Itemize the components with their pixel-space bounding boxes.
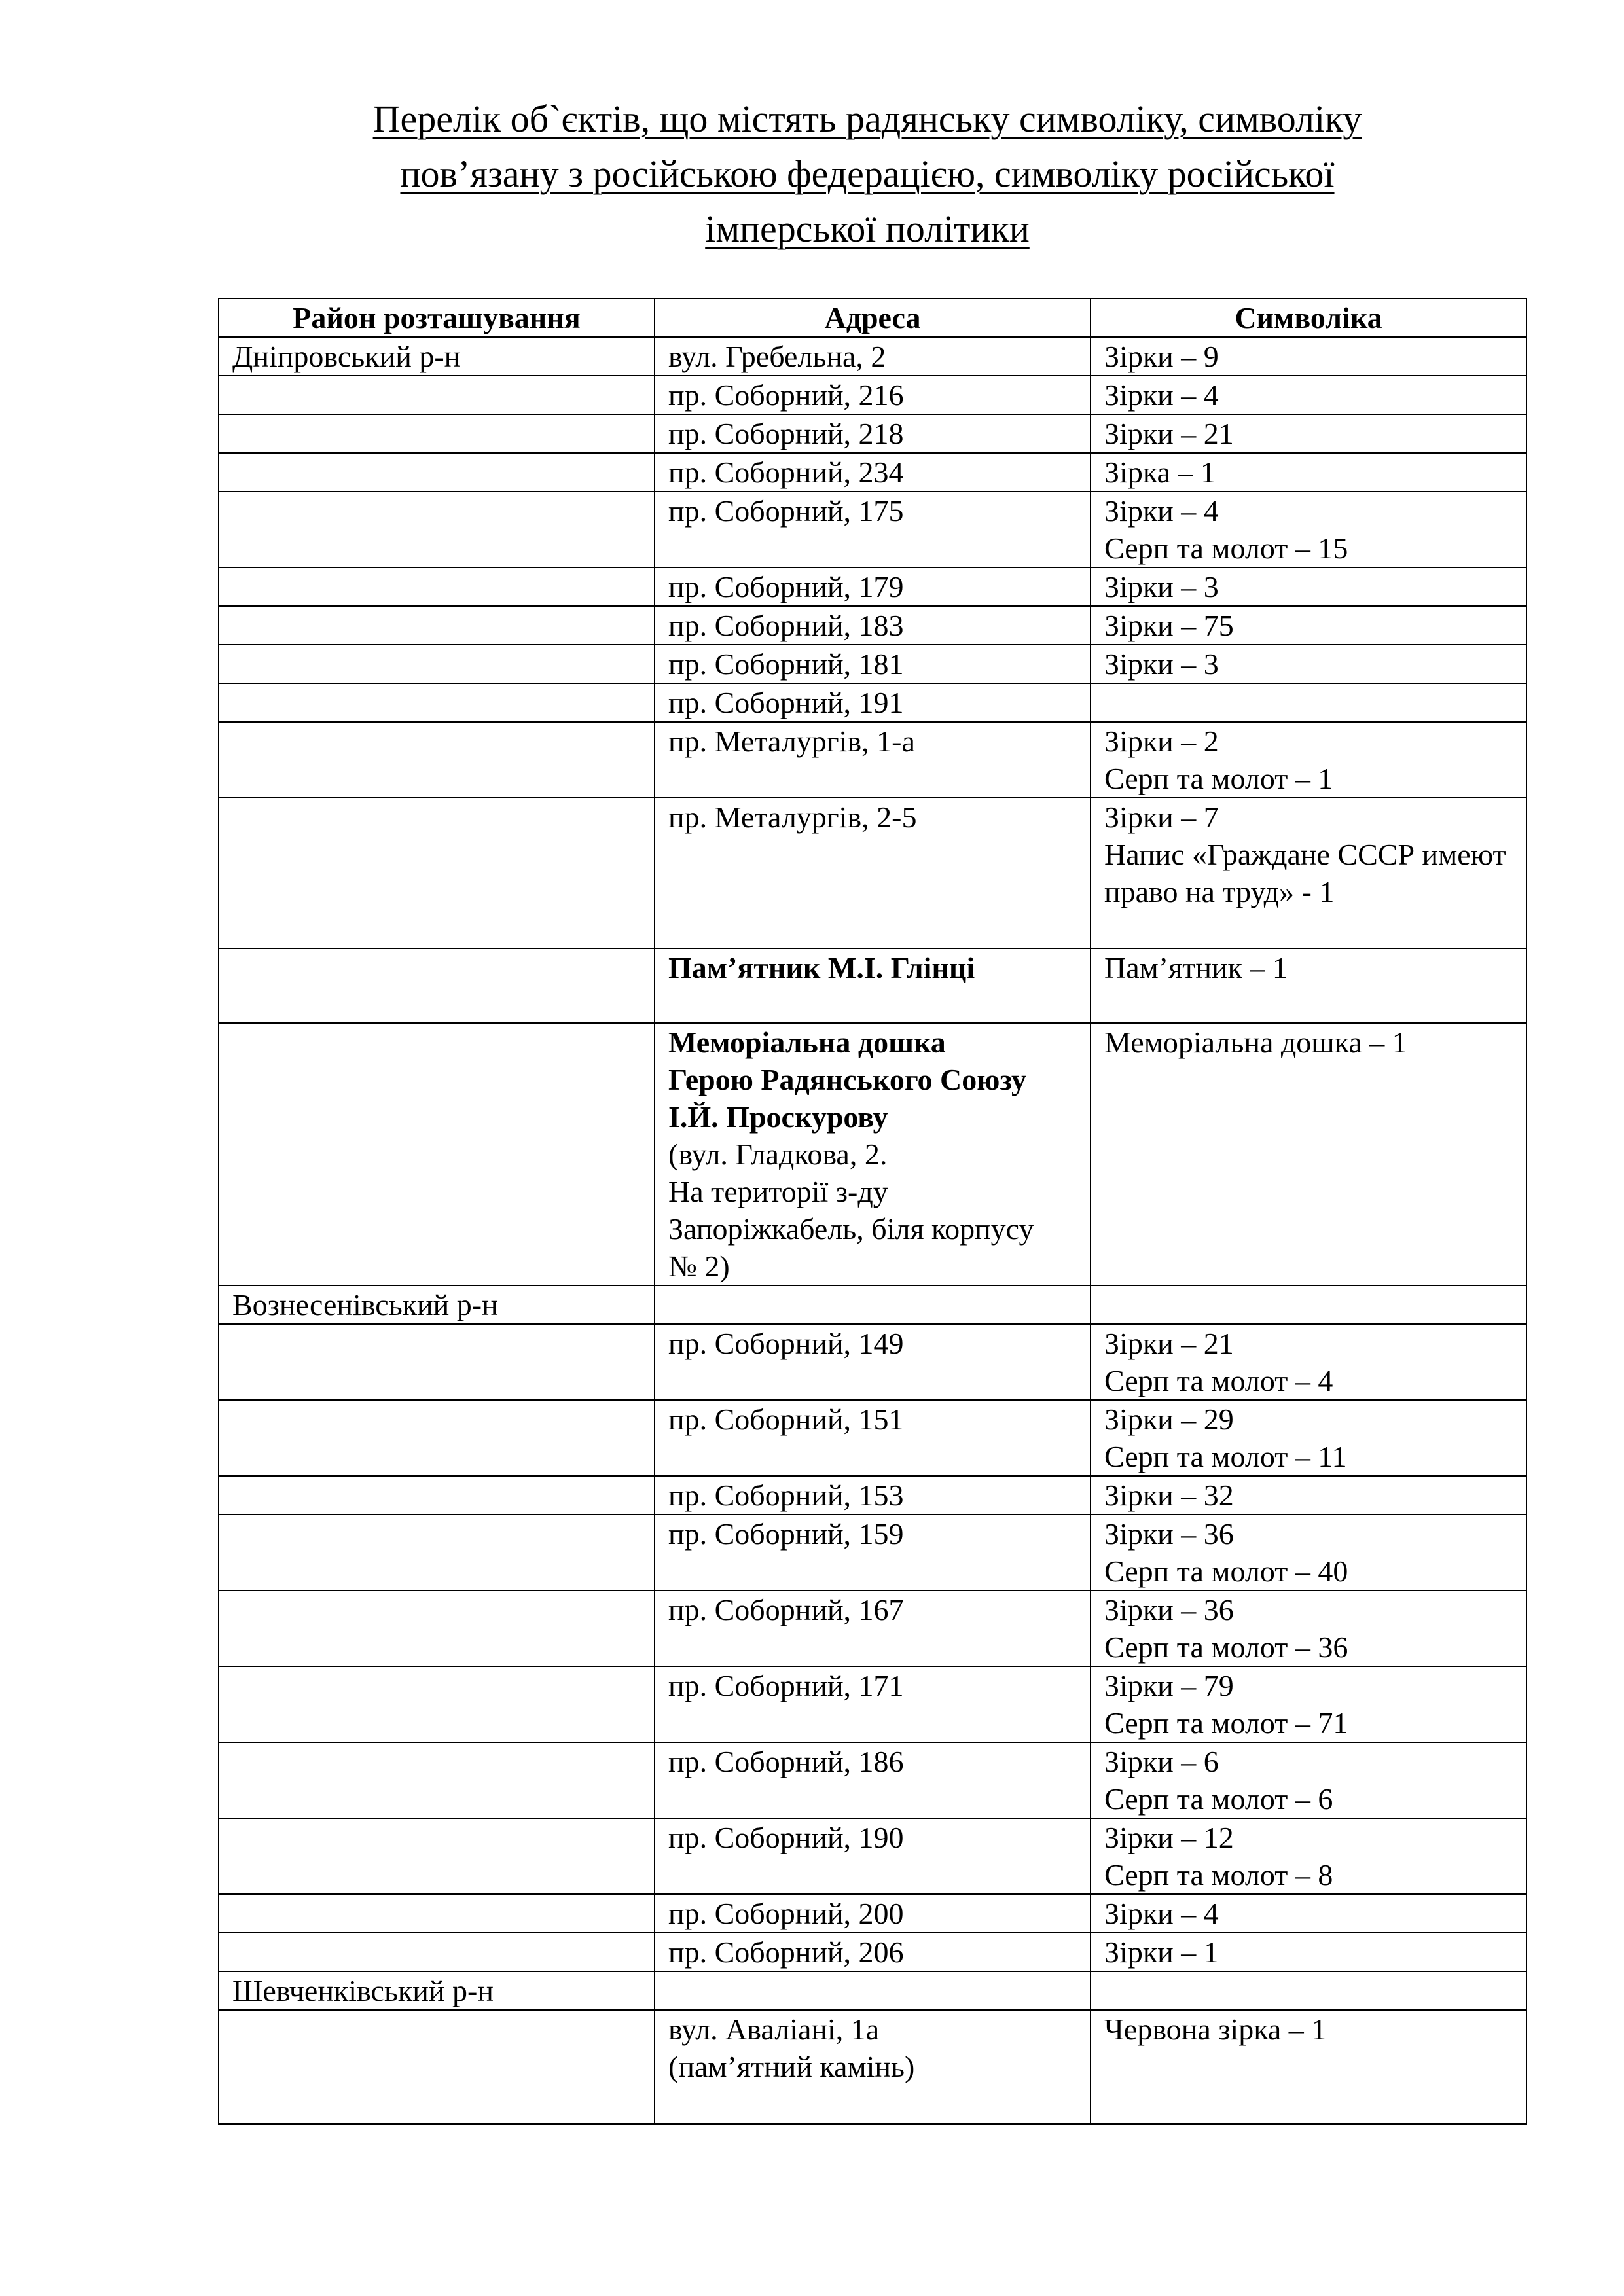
table-row: [219, 2010, 1526, 2124]
address-line: пр. Соборний, 183: [668, 609, 904, 642]
table-row: [219, 683, 1526, 722]
cell-address: [655, 683, 1091, 722]
cell-district: [219, 606, 655, 645]
cell-symbols: [1091, 453, 1526, 492]
symbol-line: Серп та молот – 6: [1104, 1782, 1333, 1816]
symbol-line: Серп та молот – 4: [1104, 1364, 1333, 1397]
cell-symbols: [1091, 798, 1526, 948]
cell-symbols: [1091, 2010, 1526, 2124]
cell-district: [219, 1894, 655, 1933]
cell-symbols: [1091, 492, 1526, 567]
address-line: пр. Соборний, 234: [668, 456, 904, 489]
table-row: [219, 1324, 1526, 1400]
cell-district: [219, 948, 655, 1023]
cell-district: [219, 722, 655, 798]
cell-district: [219, 567, 655, 606]
cell-address: [655, 1515, 1091, 1590]
symbol-line: Серп та молот – 71: [1104, 1706, 1348, 1740]
document-title: [216, 92, 1519, 257]
address-line: пр. Соборний, 167: [668, 1593, 904, 1626]
cell-address: [655, 1933, 1091, 1971]
table-row: [219, 1285, 1526, 1324]
address-line-bold: Меморіальна дошка: [668, 1026, 946, 1059]
cell-district: [219, 1515, 655, 1590]
table-row: [219, 1894, 1526, 1933]
table-body: [219, 337, 1526, 2124]
symbol-line: Зірки – 12: [1104, 1821, 1234, 1854]
address-line: (пам’ятний камінь): [668, 2050, 915, 2083]
table-row: [219, 453, 1526, 492]
symbol-line: Зірки – 4: [1104, 378, 1219, 412]
cell-district: [219, 1933, 655, 1971]
cell-address: [655, 453, 1091, 492]
cell-district: [219, 1818, 655, 1894]
symbol-line: Зірки – 21: [1104, 417, 1234, 450]
table-row: [219, 414, 1526, 453]
cell-address: [655, 1971, 1091, 2010]
symbol-line: Зірки – 36: [1104, 1593, 1234, 1626]
cell-district: Шевченківський р-н: [219, 1971, 655, 2010]
cell-district: [219, 645, 655, 683]
address-line: пр. Соборний, 179: [668, 570, 904, 603]
cell-symbols: [1091, 414, 1526, 453]
symbol-line: Пам’ятник – 1: [1104, 951, 1288, 984]
cell-address: [655, 722, 1091, 798]
table-row: [219, 1818, 1526, 1894]
cell-address: [655, 1590, 1091, 1666]
symbol-line: Зірки – 4: [1104, 494, 1219, 528]
symbol-line: Серп та молот – 8: [1104, 1858, 1333, 1892]
address-line: пр. Соборний, 191: [668, 686, 904, 719]
address-line: пр. Соборний, 186: [668, 1745, 904, 1778]
cell-address: [655, 606, 1091, 645]
symbol-line: Зірки – 1: [1104, 1935, 1219, 1969]
table-row: [219, 645, 1526, 683]
table-row: [219, 337, 1526, 376]
symbol-line: Серп та молот – 1: [1104, 762, 1333, 795]
table-row: [219, 948, 1526, 1023]
cell-address: [655, 798, 1091, 948]
cell-address: [655, 1400, 1091, 1476]
header-district: Район розташування: [219, 298, 655, 337]
cell-district: [219, 1666, 655, 1742]
cell-district: [219, 2010, 655, 2124]
address-line: пр. Соборний, 206: [668, 1935, 904, 1969]
objects-table: [218, 298, 1527, 2125]
address-line-bold: Пам’ятник М.І. Глінці: [668, 951, 975, 984]
cell-symbols: [1091, 1971, 1526, 2010]
cell-address: [655, 1742, 1091, 1818]
cell-district: [219, 453, 655, 492]
cell-address: [655, 645, 1091, 683]
header-symbols: Символіка: [1091, 298, 1526, 337]
cell-symbols: [1091, 606, 1526, 645]
symbol-line: Зірки – 9: [1104, 340, 1219, 373]
cell-district: Дніпровський р-н: [219, 337, 655, 376]
address-line: На території з-ду: [668, 1175, 888, 1208]
table-row: [219, 492, 1526, 567]
cell-symbols: [1091, 337, 1526, 376]
cell-symbols: [1091, 948, 1526, 1023]
cell-symbols: [1091, 1590, 1526, 1666]
address-line: Запоріжкабель, біля корпусу: [668, 1212, 1034, 1246]
symbol-line: Серп та молот – 15: [1104, 531, 1348, 565]
table-row: [219, 1971, 1526, 2010]
address-line: (вул. Гладкова, 2.: [668, 1138, 888, 1171]
symbol-line: Червона зірка – 1: [1104, 2013, 1327, 2046]
cell-symbols: [1091, 1515, 1526, 1590]
cell-address: [655, 1818, 1091, 1894]
cell-district: [219, 414, 655, 453]
table-row: [219, 1400, 1526, 1476]
table-row: [219, 1666, 1526, 1742]
symbol-line: Зірки – 3: [1104, 570, 1219, 603]
cell-district: [219, 798, 655, 948]
cell-symbols: [1091, 722, 1526, 798]
cell-address: [655, 492, 1091, 567]
cell-symbols: [1091, 376, 1526, 414]
cell-address: [655, 337, 1091, 376]
cell-address: [655, 567, 1091, 606]
table-row: [219, 567, 1526, 606]
cell-symbols: [1091, 1742, 1526, 1818]
address-line: пр. Соборний, 153: [668, 1479, 904, 1512]
title-line-1: Перелік об`єктів, що містять радянську символіку, символіку: [372, 98, 1362, 140]
table-row: [219, 1590, 1526, 1666]
address-line: вул. Аваліані, 1а: [668, 2013, 880, 2046]
cell-address: [655, 948, 1091, 1023]
title-line-3: імперської політики: [705, 207, 1030, 250]
address-line: пр. Соборний, 151: [668, 1403, 904, 1436]
cell-address: [655, 1894, 1091, 1933]
table-row: [219, 1023, 1526, 1285]
cell-district: [219, 1476, 655, 1515]
cell-address: [655, 1023, 1091, 1285]
cell-symbols: [1091, 1023, 1526, 1285]
cell-district: [219, 1400, 655, 1476]
cell-district: Вознесенівський р-н: [219, 1285, 655, 1324]
cell-symbols: [1091, 645, 1526, 683]
table-row: [219, 798, 1526, 948]
cell-district: [219, 683, 655, 722]
table-row: [219, 1515, 1526, 1590]
symbol-line: Серп та молот – 40: [1104, 1554, 1348, 1588]
symbol-line: Зірки – 79: [1104, 1669, 1234, 1702]
cell-district: [219, 492, 655, 567]
address-line: пр. Соборний, 149: [668, 1327, 904, 1360]
cell-symbols: [1091, 1476, 1526, 1515]
address-line: № 2): [668, 1249, 730, 1283]
address-line: пр. Соборний, 216: [668, 378, 904, 412]
address-line: вул. Гребельна, 2: [668, 340, 886, 373]
symbol-line: Меморіальна дошка – 1: [1104, 1026, 1407, 1059]
header-address: Адреса: [655, 298, 1091, 337]
table-row: [219, 1742, 1526, 1818]
address-line: пр. Соборний, 200: [668, 1897, 904, 1930]
title-line-2: пов’язану з російською федерацією, символіку російської: [400, 152, 1335, 195]
table-row: [219, 1933, 1526, 1971]
symbol-line: Серп та молот – 11: [1104, 1440, 1347, 1473]
symbol-line: Зірки – 6: [1104, 1745, 1219, 1778]
table-row: [219, 606, 1526, 645]
symbol-line: Зірка – 1: [1104, 456, 1216, 489]
symbol-line: Зірки – 32: [1104, 1479, 1234, 1512]
address-line: пр. Соборний, 171: [668, 1669, 904, 1702]
cell-symbols: [1091, 1324, 1526, 1400]
cell-symbols: [1091, 1666, 1526, 1742]
table-header-row: [219, 298, 1526, 337]
address-line: пр. Металургів, 1-а: [668, 725, 915, 758]
cell-symbols: [1091, 1894, 1526, 1933]
symbol-line: Зірки – 75: [1104, 609, 1234, 642]
cell-address: [655, 1666, 1091, 1742]
cell-address: [655, 2010, 1091, 2124]
table-row: [219, 1476, 1526, 1515]
address-line-bold: Герою Радянського Союзу: [668, 1063, 1026, 1096]
address-line: пр. Соборний, 218: [668, 417, 904, 450]
cell-district: [219, 376, 655, 414]
address-line: пр. Соборний, 190: [668, 1821, 904, 1854]
address-line: пр. Металургів, 2-5: [668, 800, 917, 834]
address-line: пр. Соборний, 181: [668, 647, 904, 681]
symbol-line: Зірки – 36: [1104, 1517, 1234, 1551]
cell-address: [655, 376, 1091, 414]
symbol-line: Зірки – 3: [1104, 647, 1219, 681]
cell-address: [655, 1324, 1091, 1400]
cell-symbols: [1091, 1400, 1526, 1476]
symbol-line: Серп та молот – 36: [1104, 1630, 1348, 1664]
cell-symbols: [1091, 1818, 1526, 1894]
address-line-bold: І.Й. Проскурову: [668, 1100, 888, 1134]
cell-symbols: [1091, 1933, 1526, 1971]
table-row: [219, 722, 1526, 798]
symbol-line: Зірки – 4: [1104, 1897, 1219, 1930]
address-line: пр. Соборний, 159: [668, 1517, 904, 1551]
cell-address: [655, 1285, 1091, 1324]
symbol-line: Напис «Граждане СССР имеют право на труд» - 1: [1104, 838, 1506, 908]
cell-symbols: [1091, 683, 1526, 722]
symbol-line: Зірки – 29: [1104, 1403, 1234, 1436]
cell-district: [219, 1590, 655, 1666]
cell-district: [219, 1324, 655, 1400]
symbol-line: Зірки – 2: [1104, 725, 1219, 758]
cell-symbols: [1091, 1285, 1526, 1324]
cell-district: [219, 1742, 655, 1818]
cell-district: [219, 1023, 655, 1285]
symbol-line: Зірки – 21: [1104, 1327, 1234, 1360]
symbol-line: Зірки – 7: [1104, 800, 1219, 834]
cell-symbols: [1091, 567, 1526, 606]
cell-address: [655, 414, 1091, 453]
table-row: [219, 376, 1526, 414]
cell-address: [655, 1476, 1091, 1515]
address-line: пр. Соборний, 175: [668, 494, 904, 528]
